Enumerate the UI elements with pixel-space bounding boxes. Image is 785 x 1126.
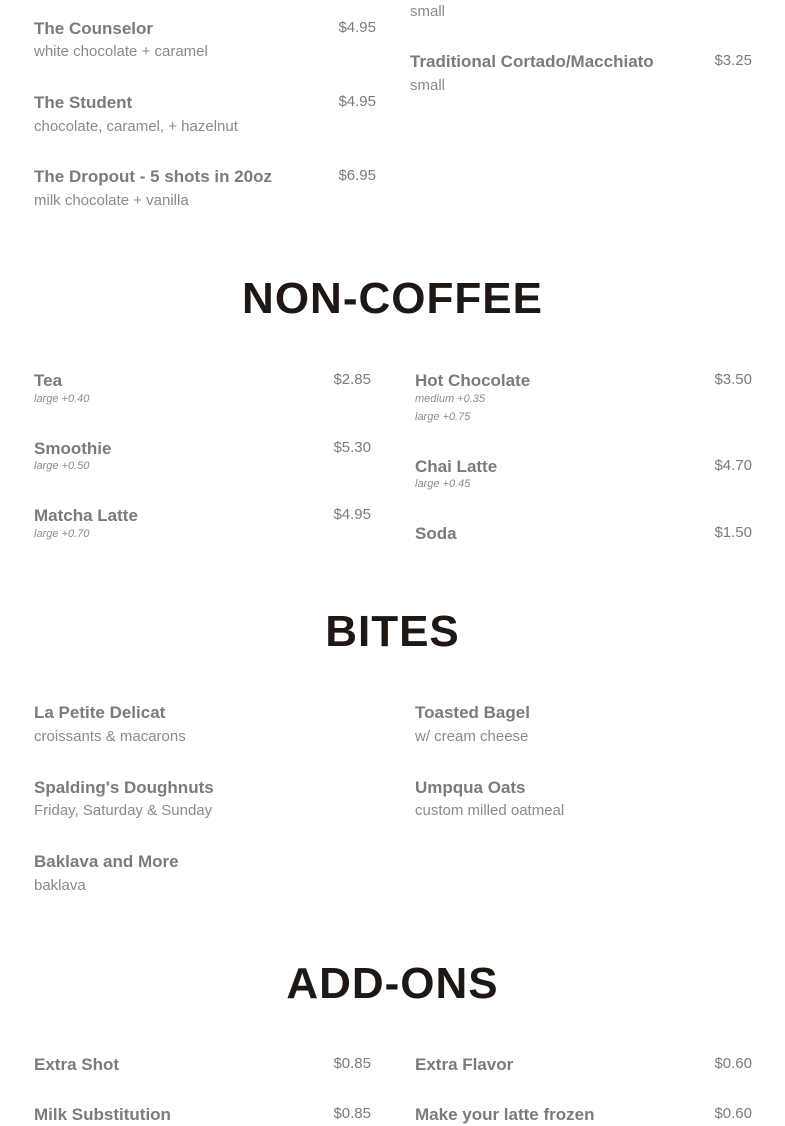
item-name: Soda [415, 524, 457, 543]
menu-item-extra-flavor [415, 1056, 752, 1076]
item-price: $4.95 [338, 93, 376, 110]
item-description: small [410, 77, 446, 94]
item-name: The Student [34, 93, 133, 112]
item-price: $5.30 [333, 439, 371, 456]
item-price: $3.25 [714, 52, 752, 69]
item-name: Smoothie [34, 439, 112, 458]
item-price: $0.60 [714, 1105, 752, 1122]
size-upcharge: large +0.45 [415, 478, 471, 490]
section-title-bites: BITES [325, 607, 460, 656]
item-price: $2.85 [333, 371, 371, 388]
menu-item-toasted-bagel [415, 704, 752, 744]
item-price: $4.70 [714, 457, 752, 474]
item-price: $6.95 [338, 167, 376, 184]
item-name: La Petite Delicat [34, 703, 166, 722]
menu-item-frozen-latte [415, 1106, 752, 1126]
item-description: baklava [34, 877, 86, 894]
item-price: $3.50 [714, 371, 752, 388]
section-title-add-ons: ADD-ONS [286, 959, 499, 1008]
menu-item-chai-latte [415, 458, 752, 494]
item-name: Make your latte frozen [415, 1105, 595, 1124]
menu-item-umpqua-oats [415, 779, 752, 819]
item-name: Matcha Latte [34, 506, 138, 525]
section-title-non-coffee: NON-COFFEE [242, 274, 543, 323]
item-name: Milk Substitution [34, 1105, 171, 1124]
item-description: Friday, Saturday & Sunday [34, 802, 213, 819]
menu-item-milk-substitution [34, 1106, 371, 1126]
item-description: w/ cream cheese [415, 728, 529, 745]
menu-item-matcha-latte [34, 507, 371, 543]
size-upcharge: large +0.70 [34, 528, 90, 540]
item-price: $1.50 [714, 524, 752, 541]
item-name: Umpqua Oats [415, 778, 526, 797]
menu-item-soda [415, 525, 752, 545]
menu-item-tea [34, 372, 371, 408]
item-description: white chocolate + caramel [34, 43, 208, 60]
item-description: custom milled oatmeal [415, 802, 565, 819]
item-name: Extra Flavor [415, 1055, 514, 1074]
item-name: The Counselor [34, 19, 154, 38]
item-description: small [410, 3, 446, 20]
item-price: $0.85 [333, 1105, 371, 1122]
menu-item-spaldings-doughnuts [34, 779, 371, 819]
size-upcharge: large +0.50 [34, 460, 90, 472]
item-name: Toasted Bagel [415, 703, 530, 722]
menu-item-the-counselor [34, 20, 376, 60]
item-price: $0.85 [333, 1055, 371, 1072]
item-price: $0.60 [714, 1055, 752, 1072]
item-description: croissants & macarons [34, 728, 186, 745]
menu-item-the-dropout [34, 168, 376, 208]
item-description: milk chocolate + vanilla [34, 192, 189, 209]
item-description: chocolate, caramel, + hazelnut [34, 118, 238, 135]
item-name: Chai Latte [415, 457, 498, 476]
menu-item-smoothie [34, 440, 371, 476]
item-price: $4.95 [333, 506, 371, 523]
item-name: Traditional Cortado/Macchiato [410, 52, 654, 71]
item-name: Baklava and More [34, 852, 179, 871]
size-upcharge: large +0.40 [34, 393, 90, 405]
menu-item-baklava-and-more [34, 853, 371, 893]
item-name: Spalding's Doughnuts [34, 778, 214, 797]
item-price: $4.95 [338, 19, 376, 36]
size-upcharge: medium +0.35 [415, 393, 486, 405]
item-name: Extra Shot [34, 1055, 120, 1074]
size-upcharge: large +0.75 [415, 411, 471, 423]
menu-item-hot-chocolate [415, 372, 752, 426]
menu-item-the-student [34, 94, 376, 134]
item-name: Hot Chocolate [415, 371, 531, 390]
item-name: Tea [34, 371, 63, 390]
item-name: The Dropout - 5 shots in 20oz [34, 167, 273, 186]
menu-item-la-petite-delicat [34, 704, 371, 744]
menu-item-cortado-macchiato [410, 53, 752, 93]
menu-item-extra-shot [34, 1056, 371, 1076]
